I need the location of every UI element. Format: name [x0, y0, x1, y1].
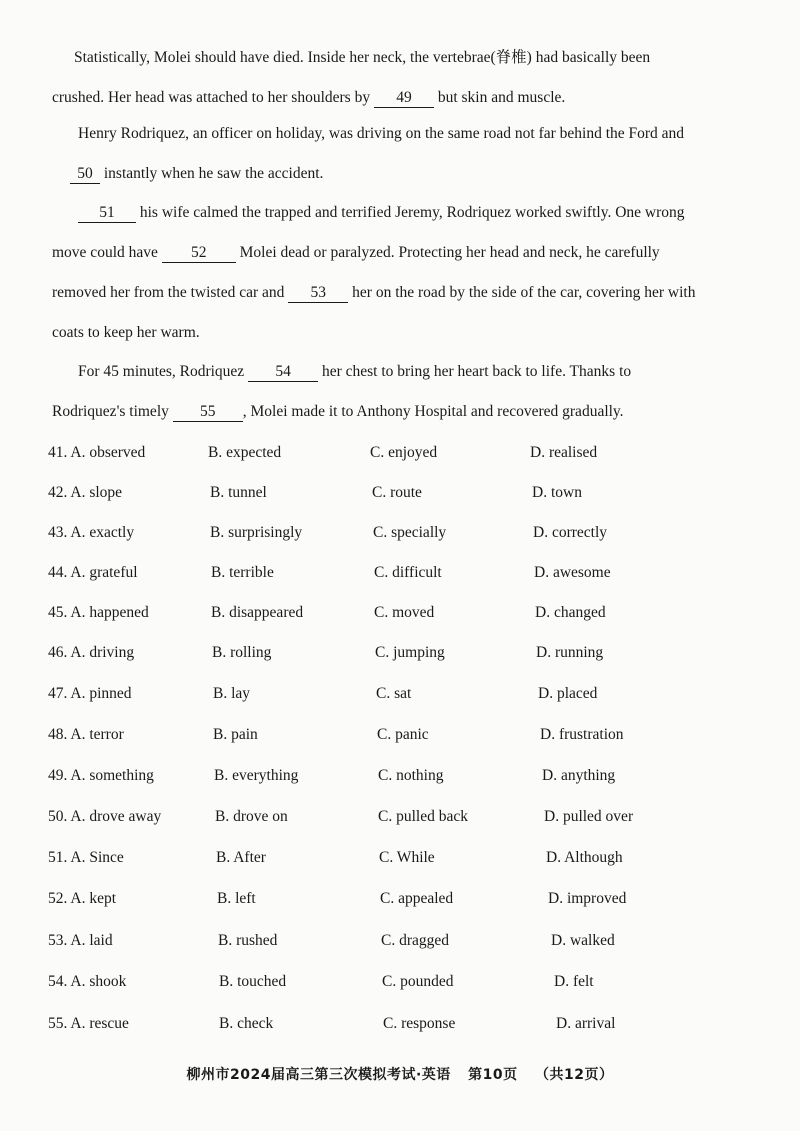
passage-line: coats to keep her warm.	[52, 324, 200, 341]
passage-line: 50 instantly when he saw the accident.	[52, 154, 717, 194]
question-53	[48, 932, 748, 972]
option-d: D. improved	[548, 890, 627, 907]
question-48	[48, 726, 748, 766]
option-c: C. appealed	[380, 890, 454, 907]
option-d: D. arrival	[556, 1015, 616, 1032]
option-b: B. After	[216, 849, 266, 866]
option-a: 49. A. something	[48, 767, 154, 784]
page-number: 第10页	[468, 1067, 518, 1083]
option-b: B. tunnel	[210, 484, 267, 501]
passage-line: removed her from the twisted car and 53 her on the road by the side of the car, covering her with	[52, 284, 696, 301]
option-c: C. difficult	[374, 564, 442, 581]
passage-line: Rodriquez's timely 55 , Molei made it to Anthony Hospital and recovered gradually.	[52, 403, 624, 420]
option-a: 54. A. shook	[48, 973, 127, 990]
exam-title: 柳州市2024届高三第三次模拟考试·英语	[186, 1067, 451, 1083]
passage-line: Henry Rodriquez, an officer on holiday, was driving on the same road not far behind the Ford and	[78, 125, 685, 142]
option-d: D. running	[536, 644, 604, 661]
option-c: C. pulled back	[378, 808, 468, 825]
question-45	[48, 604, 748, 644]
passage-paragraph-2	[52, 114, 717, 194]
option-a: 44. A. grateful	[48, 564, 138, 581]
question-47	[48, 685, 748, 725]
option-d: D. correctly	[533, 524, 608, 541]
option-c: C. sat	[376, 685, 412, 702]
question-50	[48, 808, 748, 848]
option-c: C. nothing	[378, 767, 444, 784]
passage-paragraph-3	[52, 193, 717, 353]
option-b: B. rolling	[212, 644, 272, 661]
blank-54: 54	[248, 363, 318, 382]
option-c: C. pounded	[382, 973, 454, 990]
question-49	[48, 767, 748, 807]
option-d: D. anything	[542, 767, 616, 784]
page-total: （共12页）	[535, 1067, 614, 1083]
option-a: 50. A. drove away	[48, 808, 162, 825]
option-d: D. town	[532, 484, 582, 501]
question-46	[48, 644, 748, 684]
blank-49: 49	[374, 89, 434, 108]
option-b: B. touched	[219, 973, 287, 990]
question-52	[48, 890, 748, 930]
option-d: D. walked	[551, 932, 615, 949]
passage-line: Statistically, Molei should have died. Inside her neck, the vertebrae(脊椎) had basically been	[74, 49, 651, 66]
option-b: B. check	[219, 1015, 274, 1032]
option-d: D. placed	[538, 685, 598, 702]
passage-line: crushed. Her head was attached to her shoulders by 49 but skin and muscle.	[52, 89, 566, 106]
option-b: B. rushed	[218, 932, 278, 949]
question-41	[48, 444, 748, 484]
option-b: B. drove on	[215, 808, 288, 825]
option-c: C. response	[383, 1015, 456, 1032]
page-footer	[0, 1064, 800, 1084]
option-a: 45. A. happened	[48, 604, 149, 621]
option-b: B. surprisingly	[210, 524, 303, 541]
option-c: C. jumping	[375, 644, 445, 661]
option-a: 47. A. pinned	[48, 685, 132, 702]
option-c: C. While	[379, 849, 435, 866]
question-44	[48, 564, 748, 604]
blank-55: 55	[173, 403, 243, 422]
option-b: B. pain	[213, 726, 258, 743]
option-d: D. frustration	[540, 726, 624, 743]
question-42	[48, 484, 748, 524]
blank-53: 53	[288, 284, 348, 303]
question-51	[48, 849, 748, 889]
question-54	[48, 973, 748, 1013]
option-d: D. changed	[535, 604, 606, 621]
option-c: C. specially	[373, 524, 447, 541]
option-d: D. pulled over	[544, 808, 634, 825]
option-d: D. realised	[530, 444, 598, 461]
option-a: 48. A. terror	[48, 726, 124, 743]
option-b: B. disappeared	[211, 604, 304, 621]
option-a: 51. A. Since	[48, 849, 124, 866]
question-55	[48, 1015, 748, 1055]
blank-51: 51	[78, 204, 136, 223]
option-b: B. terrible	[211, 564, 274, 581]
question-43	[48, 524, 748, 564]
option-a: 43. A. exactly	[48, 524, 135, 541]
option-a: 53. A. laid	[48, 932, 113, 949]
option-a: 52. A. kept	[48, 890, 117, 907]
passage-paragraph-4	[52, 352, 717, 432]
option-c: C. route	[372, 484, 422, 501]
passage-line: move could have 52 Molei dead or paralyzed. Protecting her head and neck, he carefully	[52, 244, 660, 261]
option-a: 42. A. slope	[48, 484, 123, 501]
option-c: C. enjoyed	[370, 444, 438, 461]
blank-50: 50	[70, 165, 100, 184]
option-d: D. awesome	[534, 564, 611, 581]
passage-paragraph-1	[52, 38, 717, 118]
option-c: C. panic	[377, 726, 429, 743]
option-b: B. everything	[214, 767, 299, 784]
option-c: C. moved	[374, 604, 435, 621]
option-c: C. dragged	[381, 932, 450, 949]
option-b: B. expected	[208, 444, 282, 461]
blank-52: 52	[162, 244, 236, 263]
option-a: 55. A. rescue	[48, 1015, 129, 1032]
option-b: B. left	[217, 890, 256, 907]
option-d: D. Although	[546, 849, 623, 866]
option-d: D. felt	[554, 973, 594, 990]
option-a: 46. A. driving	[48, 644, 135, 661]
option-b: B. lay	[213, 685, 251, 702]
passage-line: 51 his wife calmed the trapped and terrified Jeremy, Rodriquez worked swiftly. One wrong	[52, 193, 717, 233]
option-a: 41. A. observed	[48, 444, 146, 461]
passage-line: For 45 minutes, Rodriquez 54 her chest to bring her heart back to life. Thanks to	[78, 363, 632, 380]
